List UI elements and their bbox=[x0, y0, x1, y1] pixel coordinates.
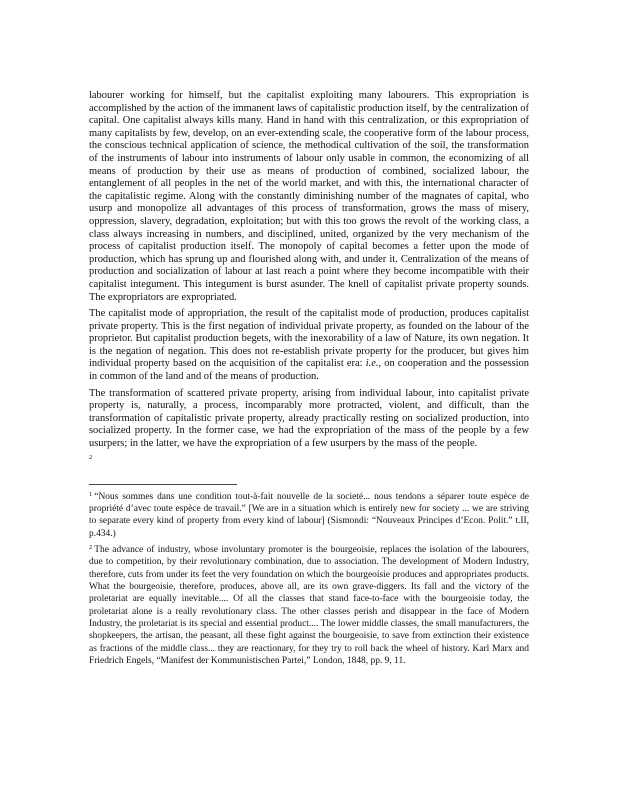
body-paragraph-1: labourer working for himself, but the capitalist exploiting many labourers. This expropriation is accomplished by the action of the immanent laws of capitalistic production itself, by the centralization of capital. One capitalist always kills many. Hand in hand with this centralization, or this expropriation of many capitalists by few, develop, on an ever-extending scale, the cooperative form of the labour process, the conscious technical application of science, the methodical cultivation of the soil, the transformation of the instruments of labour into instruments of labour only usable in common, the economizing of all means of production by their use as means of production of combined, socialized labour, the entanglement of all peoples in the net of the world market, and with this, the international character of the capitalistic regime. Along with the constantly diminishing number of the magnates of capital, who usurp and monopolize all advantages of this process of transformation, grows the mass of misery, oppression, slavery, degradation, exploitation; but with this too grows the revolt of the working class, a class always increasing in numbers, and disciplined, united, organized by the very mechanism of the process of capitalist production itself. The monopoly of capital becomes a fetter upon the mode of production, which has sprung up and flourished along with, and under it. Centralization of the means of production and socialization of labour at last reach a point where they become incompatible with their capitalist integument. This integument is burst asunder. The knell of capitalist private property sounds. The expropriators are expropriated. bbox=[89, 90, 529, 303]
footnote-separator bbox=[89, 484, 237, 485]
footnote-2 bbox=[89, 542, 529, 667]
footnote-1 bbox=[89, 489, 529, 540]
footnote-2-number: 2 bbox=[89, 544, 93, 551]
footnote-1-text: “Nous sommes dans une condition tout-à-fait nouvelle de la societé... nous tendons a séparer toute espèce de propriété d’avec toute espèce de travail.” [We are in a situation which is entirely new for society ... we are striving to separate every kind of property from every kind of labour] (Sismondi: “Nouveaux Principes d’Econ. Polit.” t.II, p.434.) bbox=[89, 491, 529, 539]
body-paragraph-2 bbox=[89, 308, 529, 384]
body-paragraph-2-italic: i.e. bbox=[365, 358, 379, 370]
footnote-reference-marker: 2 bbox=[89, 453, 93, 461]
document-page bbox=[89, 90, 529, 669]
body-paragraph-3: The transformation of scattered private property, arising from individual labour, into capitalist private property is, naturally, a process, incomparably more protracted, violent, and difficult, than the transformation of capitalistic private property, already practically resting on socialized production, into socialized property. In the former case, we had the expropriation of the mass of the people by a few usurpers; in the latter, we have the expropriation of a few usurpers by the mass of the people. bbox=[89, 387, 529, 450]
body-paragraph-2-tail: , on cooperation and the possession in common of the land and of the means of production. bbox=[89, 358, 529, 383]
body-paragraph-2-text: The capitalist mode of appropriation, the result of the capitalist mode of production, produces capitalist private property. This is the first negation of individual private property, as founded on the labour of the proprietor. But capitalist production begets, with the inexorability of a law of Nature, its own negation. It is the negation of negation. This does not re-establish private property for the producer, but gives him individual property based on the acquisition of the capitalist era: bbox=[89, 308, 529, 370]
footnote-2-text: The advance of industry, whose involuntary promoter is the bourgeoisie, replaces the isolation of the labourers, due to competition, by their revolutionary combination, due to association. The development of Modern Industry, therefore, cuts from under its feet the very foundation on which the bourgeoisie produces and appropriates products. What the bourgeoisie, therefore, produces, above all, are its own grave-diggers. Its fall and the victory of the proletariat are equally inevitable.... Of all the classes that stand face-to-face with the bourgeoisie today, the proletariat alone is a really revolutionary class. The other classes perish and disappear in the face of Modern Industry, the proletariat is its special and essential product.... The lower middle classes, the small manufacturers, the shopkeepers, the artisan, the peasant, all these fight against the bourgeoisie, to save from extinction their existence as fractions of the middle class... they are reactionary, for they try to roll back the wheel of history. Karl Marx and Friedrich Engels, “Manifest der Kommunistischen Partei,” London, 1848, pp. 9, 11. bbox=[89, 545, 529, 667]
footnote-1-number: 1 bbox=[89, 490, 93, 498]
